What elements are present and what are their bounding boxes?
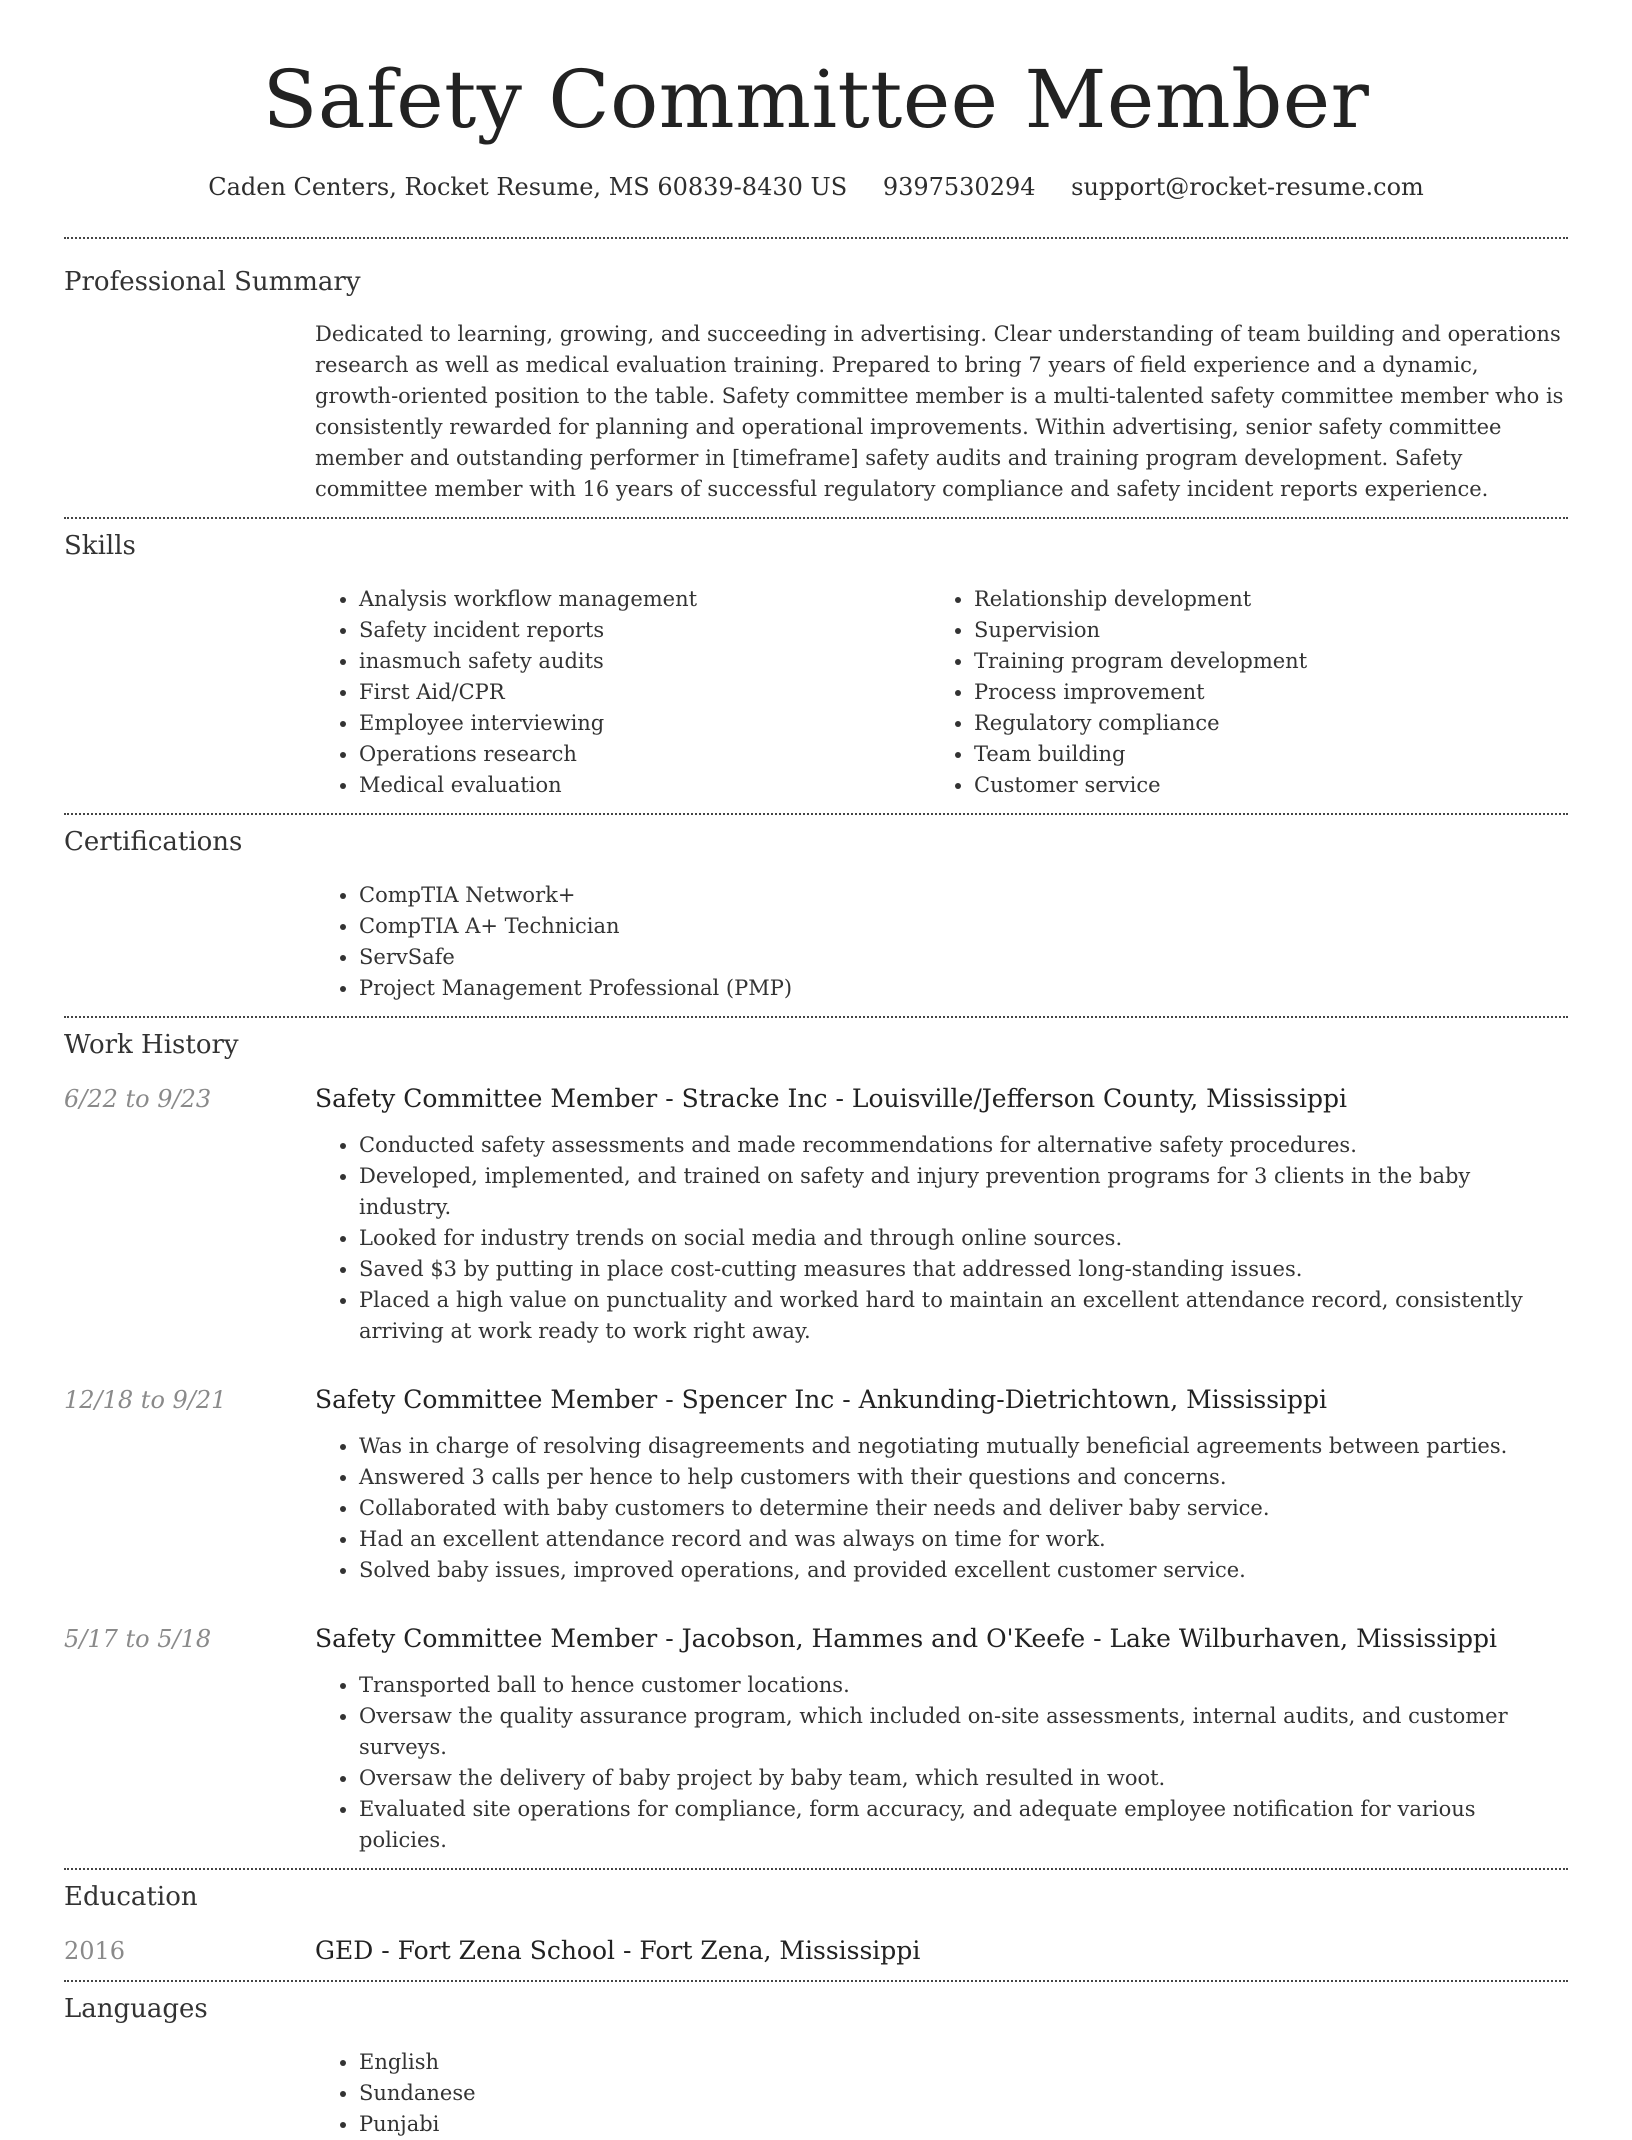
- job-bullets: [315, 1670, 1568, 1856]
- section-title: Education: [64, 1882, 198, 1912]
- skills-content: [315, 584, 1568, 801]
- section-title: Languages: [64, 1994, 208, 2024]
- job-bullet-list: [315, 1431, 1568, 1586]
- job-dates: 12/18 to 9/21: [64, 1386, 227, 1414]
- list-item: • English: [359, 2047, 1568, 2078]
- candidate-name: Safety Committee Member: [262, 53, 1370, 146]
- job-dates: 6/22 to 9/23: [64, 1085, 212, 1113]
- summary-content: [315, 319, 1568, 505]
- job-title: Safety Committee Member - Jacobson, Hammes and O'Keefe - Lake Wilburhaven, Mississippi: [315, 1624, 1497, 1653]
- skills-list-right: [930, 584, 1545, 801]
- list-item: • First Aid/CPR: [359, 677, 930, 708]
- job-title: Safety Committee Member - Spencer Inc - Ankunding-Dietrichtown, Mississippi: [315, 1385, 1328, 1414]
- certifications-content: [315, 880, 1568, 1004]
- job-header: [64, 1383, 1568, 1417]
- job-bullets: [315, 1130, 1568, 1347]
- resume-header: [64, 0, 1568, 204]
- list-item: • Was in charge of resolving disagreements and negotiating mutually beneficial agreements between parties.: [359, 1431, 1568, 1462]
- section-title: Skills: [64, 531, 136, 561]
- list-item: • Developed, implemented, and trained on safety and injury prevention programs for 3 clients in the baby industry.: [359, 1161, 1568, 1223]
- list-item: • Project Management Professional (PMP): [359, 973, 1568, 1004]
- skills-section: [64, 519, 1568, 813]
- languages-content: [315, 2047, 1568, 2140]
- list-item: • Safety incident reports: [359, 615, 930, 646]
- list-item: • Analysis workflow management: [359, 584, 930, 615]
- contact-phone: 9397530294: [882, 173, 1036, 201]
- job-bullet-list: [315, 1670, 1568, 1856]
- section-title: Professional Summary: [64, 267, 361, 297]
- languages-section: [64, 1982, 1568, 2140]
- skills-list-left: [315, 584, 930, 801]
- list-item: • Conducted safety assessments and made recommendations for alternative safety procedures.: [359, 1130, 1568, 1161]
- list-item: • Looked for industry trends on social media and through online sources.: [359, 1223, 1568, 1254]
- education-entry: [64, 1934, 1568, 1968]
- education-degree: GED - Fort Zena School - Fort Zena, Mississippi: [315, 1936, 921, 1965]
- list-item: • inasmuch safety audits: [359, 646, 930, 677]
- list-item: • Punjabi: [359, 2109, 1568, 2140]
- list-item: • Training program development: [974, 646, 1545, 677]
- education-section: [64, 1870, 1568, 1980]
- list-item: • Customer service: [974, 770, 1545, 801]
- languages-list: [315, 2047, 1568, 2140]
- list-item: • CompTIA A+ Technician: [359, 911, 1568, 942]
- work-history-section: [64, 1018, 1568, 1868]
- list-item: • Process improvement: [974, 677, 1545, 708]
- job-header: [64, 1622, 1568, 1656]
- section-title: Work History: [64, 1030, 239, 1060]
- list-item: • Oversaw the delivery of baby project by baby team, which resulted in woot.: [359, 1763, 1568, 1794]
- contact-line: [64, 170, 1568, 204]
- list-item: • Transported ball to hence customer locations.: [359, 1670, 1568, 1701]
- list-item: • Sundanese: [359, 2078, 1568, 2109]
- list-item: • Solved baby issues, improved operations, and provided excellent customer service.: [359, 1555, 1568, 1586]
- job-header: [64, 1082, 1568, 1116]
- education-year: 2016: [64, 1937, 126, 1965]
- list-item: • CompTIA Network+: [359, 880, 1568, 911]
- job-title: Safety Committee Member - Stracke Inc - Louisville/Jefferson County, Mississippi: [315, 1084, 1348, 1113]
- list-item: • Answered 3 calls per hence to help customers with their questions and concerns.: [359, 1462, 1568, 1493]
- summary-section: [64, 239, 1568, 517]
- summary-text: Dedicated to learning, growing, and succeeding in advertising. Clear understanding of team building and operations research as well as medical evaluation training. Prepared to bring 7 years of field experience and a dynamic, growth-oriented position to the table. Safety committee member is a multi-talented safety committee member who is consistently rewarded for planning and operational improvements. Within advertising, senior safety committee member and outstanding performer in [timeframe] safety audits and training program development. Safety committee member with 16 years of successful regulatory compliance and safety incident reports experience.: [315, 322, 1564, 501]
- certifications-section: [64, 815, 1568, 1016]
- list-item: • Operations research: [359, 739, 930, 770]
- list-item: • ServSafe: [359, 942, 1568, 973]
- job-entry: [64, 1383, 1568, 1586]
- job-entry: [64, 1082, 1568, 1347]
- section-title: Certifications: [64, 827, 243, 857]
- list-item: • Supervision: [974, 615, 1545, 646]
- job-entry: [64, 1622, 1568, 1856]
- job-dates: 5/17 to 5/18: [64, 1625, 212, 1653]
- list-item: • Employee interviewing: [359, 708, 930, 739]
- job-bullets: [315, 1431, 1568, 1586]
- certifications-list: [315, 880, 1568, 1004]
- list-item: • Collaborated with baby customers to determine their needs and deliver baby service.: [359, 1493, 1568, 1524]
- list-item: • Oversaw the quality assurance program, which included on-site assessments, internal audits, and customer surveys.: [359, 1701, 1568, 1763]
- list-item: • Had an excellent attendance record and was always on time for work.: [359, 1524, 1568, 1555]
- contact-address: Caden Centers, Rocket Resume, MS 60839-8430 US: [208, 173, 848, 201]
- list-item: • Regulatory compliance: [974, 708, 1545, 739]
- list-item: • Saved $3 by putting in place cost-cutting measures that addressed long-standing issues.: [359, 1254, 1568, 1285]
- job-bullet-list: [315, 1130, 1568, 1347]
- list-item: • Relationship development: [974, 584, 1545, 615]
- contact-email: support@rocket-resume.com: [1071, 173, 1424, 201]
- list-item: • Team building: [974, 739, 1545, 770]
- list-item: • Evaluated site operations for compliance, form accuracy, and adequate employee notification for various policies.: [359, 1794, 1568, 1856]
- list-item: • Medical evaluation: [359, 770, 930, 801]
- list-item: • Placed a high value on punctuality and worked hard to maintain an excellent attendance record, consistently arriving at work ready to work right away.: [359, 1285, 1568, 1347]
